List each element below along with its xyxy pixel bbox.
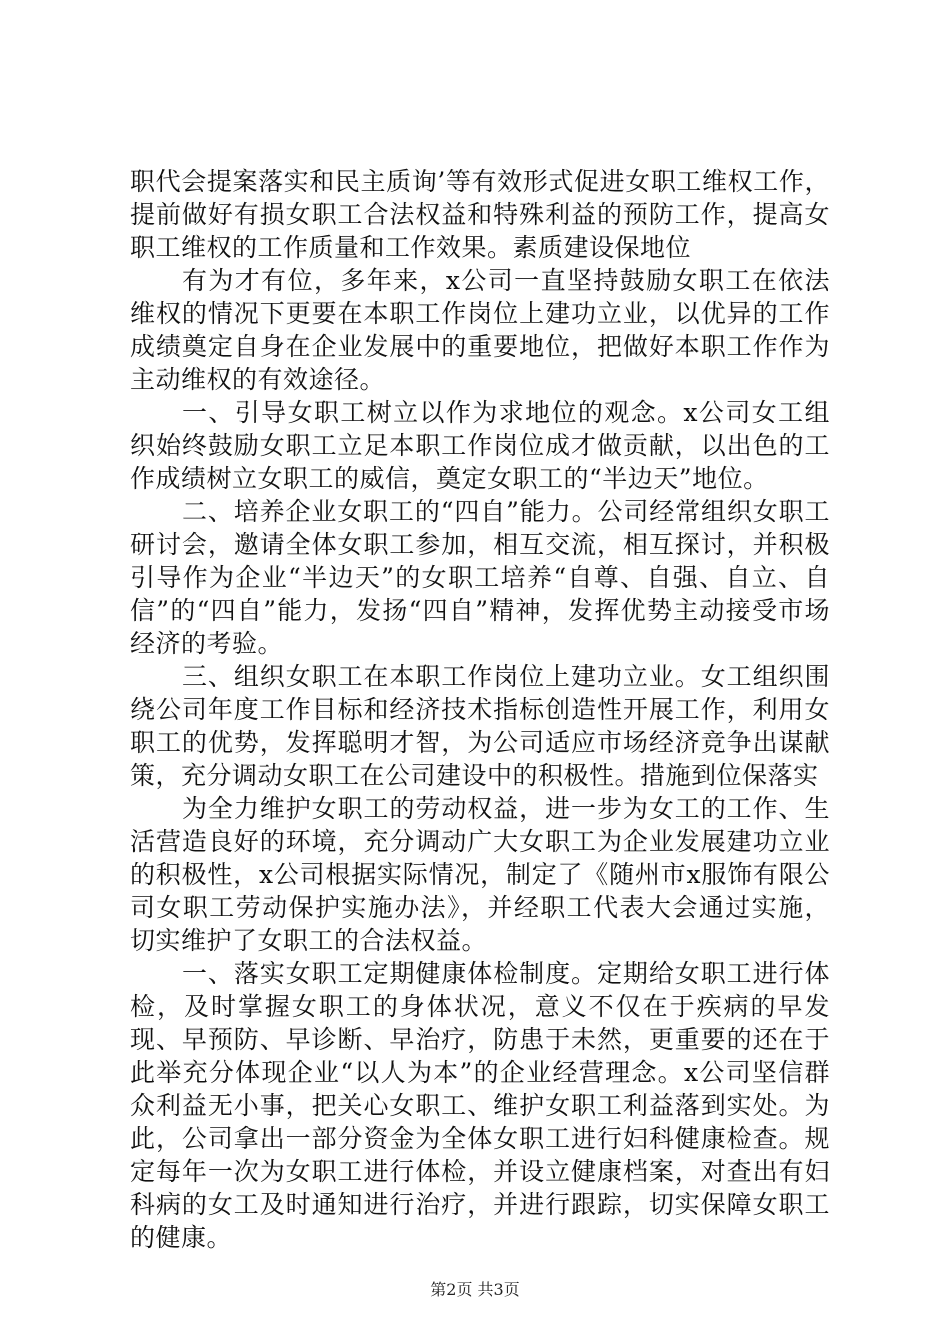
paragraph-quality-building: 有为才有位，多年来，x公司一直坚持鼓励女职工在依法维权的情况下更要在本职工作岗位上建功立业，以优异的工作成绩奠定自身在企业发展中的重要地位，把做好本职工作作为主动维权的有效途径。: [130, 266, 830, 394]
document-body: [130, 165, 830, 1254]
paragraph-labor-protection: 为全力维护女职工的劳动权益，进一步为女工的工作、生活营造良好的环境，充分调动广大女职工为企业发展建功立业的积极性，x公司根据实际情况，制定了《随州市x服饰有限公司女职工劳动保护实施办法》，并经职工代表大会通过实施，切实维护了女职工的合法权益。: [130, 794, 830, 955]
paragraph-health-checkup: 一、落实女职工定期健康体检制度。定期给女职工进行体检，及时掌握女职工的身体状况，意义不仅在于疾病的早发现、早预防、早诊断、早治疗，防患于未然，更重要的还在于此举充分体现企业“以人为本”的企业经营理念。x公司坚信群众利益无小事，把关心女职工、维护女职工利益落到实处。为此，公司拿出一部分资金为全体女职工进行妇科健康检查。规定每年一次为女职工进行体检，并设立健康档案，对查出有妇科病的女工及时通知进行治疗，并进行跟踪，切实保障女职工的健康。: [130, 959, 830, 1252]
paragraph-continuation: 职代会提案落实和民主质询’等有效形式促进女职工维权工作，提前做好有损女职工合法权益和特殊利益的预防工作，提高女职工维权的工作质量和工作效果。素质建设保地位: [130, 167, 830, 262]
paragraph-point-two-four-self: 二、培养企业女职工的“四自”能力。公司经常组织女职工研讨会，邀请全体女职工参加，相互交流，相互探讨，并积极引导作为企业“半边天”的女职工培养“自尊、自强、自立、自信”的“四自”能力，发扬“四自”精神，发挥优势主动接受市场经济的考验。: [130, 497, 830, 658]
paragraph-point-one-status: 一、引导女职工树立以作为求地位的观念。x公司女工组织始终鼓励女职工立足本职工作岗位成才做贡献，以出色的工作成绩树立女职工的威信，奠定女职工的“半边天”地位。: [130, 398, 830, 493]
paragraph-point-three-achievement: 三、组织女职工在本职工作岗位上建功立业。女工组织围绕公司年度工作目标和经济技术指标创造性开展工作，利用女职工的优势，发挥聪明才智，为公司适应市场经济竞争出谋献策，充分调动女职工在公司建设中的积极性。措施到位保落实: [130, 662, 830, 790]
page-footer: 第2页 共3页: [430, 1280, 520, 1299]
